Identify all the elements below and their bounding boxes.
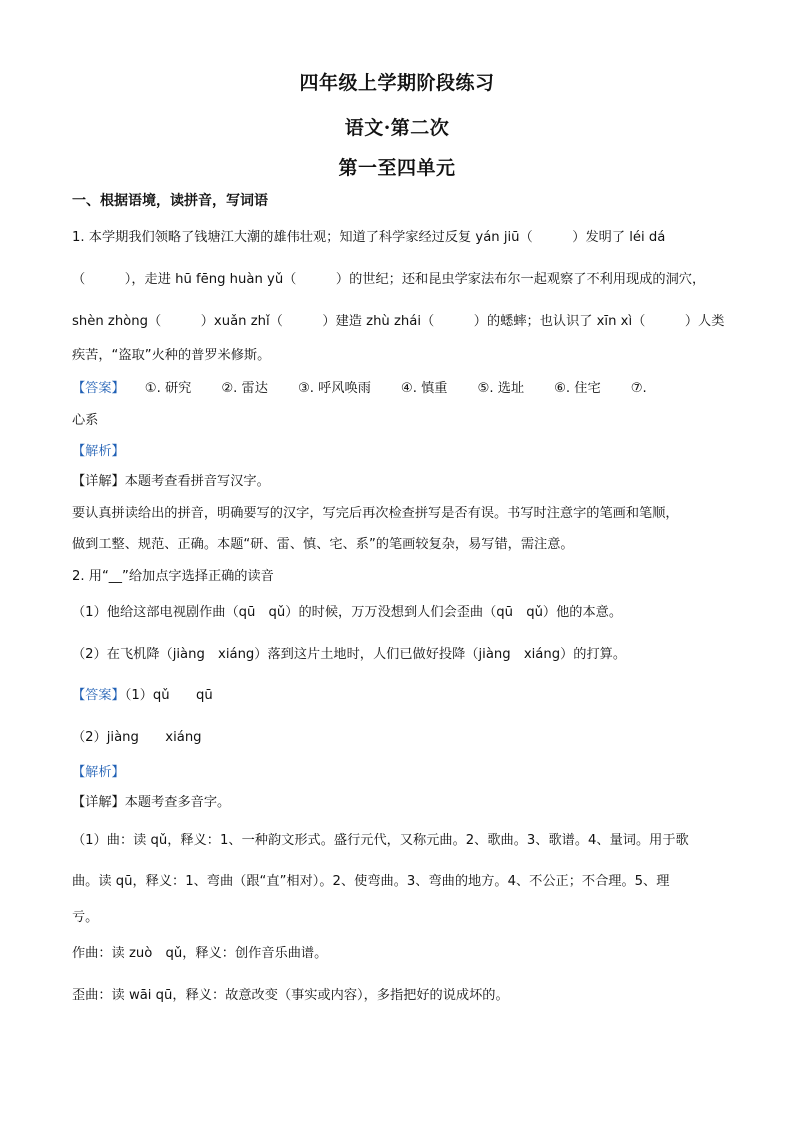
answer-item: ①. 研究 [144,381,192,396]
page-scope: 第一至四单元 [338,157,456,179]
q2-item: （1）他给这部电视剧作曲（qū qǔ）的时候，万万没想到人们会歪曲（qū qǔ）他的本意。 [72,605,623,620]
explain-line: 作曲：读 zuò qǔ，释义：创作音乐曲谱。 [72,946,328,961]
explain-line: 歪曲：读 wāi qū，释义：故意改变（事实或内容），多指把好的说成坏的。 [72,988,509,1003]
detail-text: 本题考查多音字。 [124,795,231,810]
analysis-label: 【解析】 [72,444,125,459]
answer-item: ⑥. 住宅 [554,381,601,396]
detail-label: 【详解】 [72,795,125,810]
q1-line: 1. 本学期我们领略了钱塘江大潮的雄伟壮观；知道了科学家经过反复 yán jiū（ ）发明了 léi dá [72,230,666,245]
analysis-label: 【解析】 [72,765,125,780]
q2-prompt: 2. 用“__”给加点字选择正确的读音 [72,569,274,584]
detail-text: 本题考查看拼音写汉字。 [124,474,270,489]
answer-tail: 心系 [72,413,99,428]
detail-row [72,794,230,812]
explain-line: 要认真拼读给出的拼音，明确要写的汉字，写完后再次检查拼写是否有误。书写时注意字的笔画和笔顺， [72,506,679,521]
explain-line: 做到工整、规范、正确。本题“研、雷、慎、宅、系”的笔画较复杂，易写错，需注意。 [72,537,574,552]
q1-line: shèn zhòng（ ）xuǎn zhǐ（ ）建造 zhù zhái（ ）的蟋蟀；也认识了 xīn xì（ ）人类 [72,314,725,329]
answer-item: ②. 雷达 [221,381,268,396]
q1-line: 疾苦，“盗取”火种的普罗米修斯。 [72,348,271,363]
explain-line: 亏。 [72,910,99,925]
answer-item: （2）jiàng xiáng [72,730,202,745]
answer-label: 【答案】 [72,381,125,396]
page-title: 四年级上学期阶段练习 [299,72,495,94]
answer-item: ④. 慎重 [400,381,448,396]
explain-line: （1）曲：读 qǔ，释义：1、一种韵文形式。盛行元代，又称元曲。2、歌曲。3、歌谱。4、量词。用于歌 [72,833,689,848]
detail-row [72,473,270,491]
q1-line: （ ），走进 hū fēng huàn yǔ（ ）的世纪；还和昆虫学家法布尔一起观察了不利用现成的洞穴， [72,272,706,287]
detail-label: 【详解】 [72,474,125,489]
q1-answer-row [72,380,647,398]
explain-line: 曲。读 qū，释义：1、弯曲（跟“直”相对）。2、使弯曲。3、弯曲的地方。4、不公正；不合理。5、理 [72,874,670,889]
answer-item: ③. 呼风唤雨 [297,381,371,396]
q2-item: （2）在飞机降（jiàng xiáng）落到这片土地时，人们已做好投降（jiàng xiáng）的打算。 [72,647,627,662]
answer-item: ⑤. 选址 [477,381,525,396]
answer-label: 【答案】 [72,688,125,703]
q2-answer-row [72,687,213,705]
page-subtitle: 语文·第二次 [344,117,450,139]
answer-item: （1）qǔ qū [124,688,213,703]
section-heading: 一、根据语境，读拼音，写词语 [72,193,268,209]
answer-item: ⑦. [630,381,647,396]
